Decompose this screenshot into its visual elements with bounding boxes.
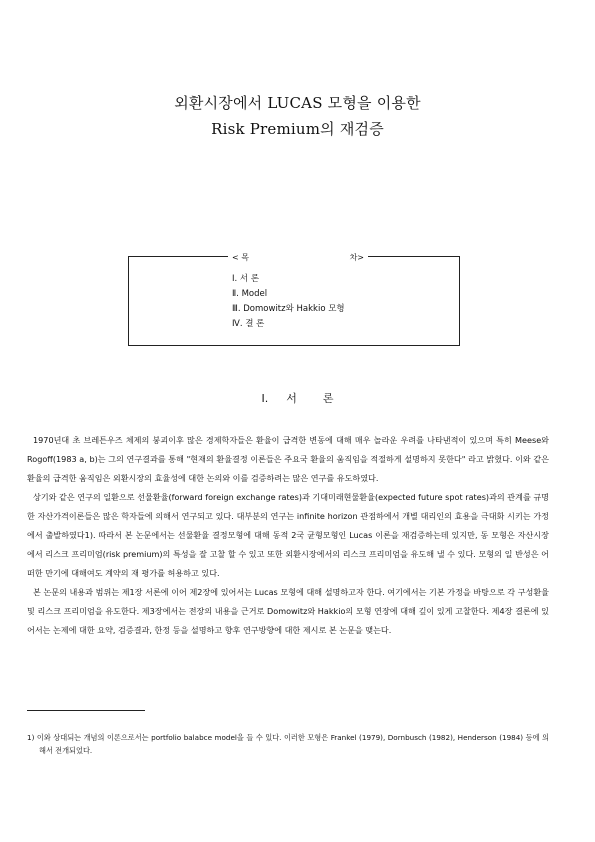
footnote-divider [27,710,145,711]
body-text [27,431,549,640]
document-title-line2: Risk Premium의 재검증 [211,120,384,138]
footnote: 1) 이와 상대되는 개념의 이론으로서는 portfolio balabce model을 들 수 있다. 이러한 모형은 Frankel (1979), Dornbusch (1982), Henderson (1984) 등에 의해서 전개되었다. [27,733,549,755]
section-word: 서 [286,392,297,405]
section-heading [0,391,595,407]
toc-item: Ⅳ. 결 론 [232,319,265,329]
paragraph: 본 논문의 내용과 범위는 제1장 서론에 이어 제2장에 있어서는 Lucas 모형에 대해 설명하고자 한다. 여기에서는 기본 가정을 바탕으로 각 구성환율 및 리스크 프리미엄을 유도한다. 제3장에서는 전장의 내용을 근거로 Domowitz와 Hakkio의 모형 연장에 대해 깊이 있게 고찰한다. 제4장 결론에 있어서는 논제에 대한 요약, 검증결과, 한정 등을 설명하고 향후 연구방향에 대한 제시로 본 논문을 맺는다. [27,587,549,635]
toc-item: Ⅰ. 서 론 [232,274,260,284]
toc-header-left: < 목 [232,253,249,262]
toc-item: Ⅱ. Model [232,289,268,299]
toc-item: Ⅲ. Domowitz와 Hakkio 모형 [232,304,345,314]
toc-header-right: 차> [349,253,364,262]
section-word: 론 [322,392,334,405]
paragraph: 1970년대 초 브레튼우즈 체제의 붕괴이후 많은 경제학자들은 환율이 급격한 변동에 대해 매우 놀라운 우려를 나타낸적이 있으며 특히 Meese와 Rogoff(1983 a, b)는 그의 연구결과를 통해 "현재의 환율결정 이론들은 주요국 환율의 움직임을 적절하게 설명하지 못한다" 라고 밝혔다. 이와 같은 환율의 급격한 움직임은 외환시장의 효율성에 대한 논의와 이를 검증하려는 많은 연구를 유도하였다. [27,435,549,483]
paragraph: 상기와 같은 연구의 일환으로 선물환율(forward foreign exchange rates)과 기대미래현물환율(expected future spot rates)과의 관계를 규명한 자산가격이론들은 많은 학자들에 의해서 연구되고 있다. 대부분의 연구는 infinite horizon 관점하에서 개별 대리인의 효용을 극대화 시키는 가정에서 출발하였다1). 따라서 본 논문에서는 선물환율 결정모형에 대해 동적 2국 균형모형인 Lucas 이론을 재검증하는데 있지만, 동 모형은 자산시장에서 리스크 프리미엄(risk premium)의 특성을 잘 고찰 할 수 있고 또한 외환시장에서의 리스크 프리미엄을 유도해 낼 수 있다. 모형의 일 반성은 어떠한 만기에 대해여도 계약의 재 평가를 허용하고 있다. [27,492,549,578]
toc-list [232,272,345,332]
document-title-line1: 외환시장에서 LUCAS 모형을 이용한 [174,94,421,112]
toc-header [228,252,368,264]
section-number: Ⅰ. [261,392,269,405]
